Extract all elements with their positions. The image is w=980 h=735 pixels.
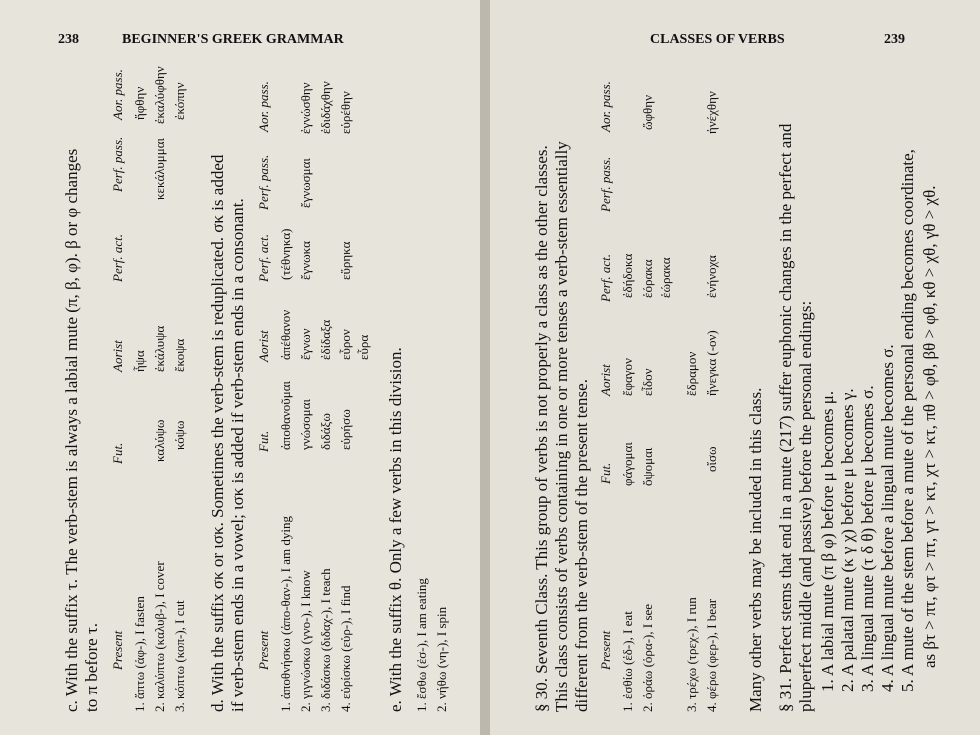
s30-col-present: Present (598, 630, 613, 670)
d-row-3-fut: διδάξω (318, 413, 333, 450)
s30-row-4-fut: οἴσω (704, 446, 719, 472)
c-col-aorist: Aorist (110, 340, 125, 372)
e-row-2: 2. νήθω (νη-), I spin (434, 606, 449, 712)
d-row-4-aorist-alt: εὗρα (356, 334, 371, 360)
c-table (110, 62, 200, 712)
d-row-1-fut: ἀποθανοῦμαι (278, 380, 293, 450)
d-row-4-aor-pass: εὑρέθην (338, 91, 353, 134)
d-col-perf-act: Perf. act. (256, 233, 271, 282)
s31-line-1: § 31. Perfect stems that end in a mute (217) suffer euphonic changes in the perfect and (776, 123, 795, 712)
left-rotated-text (62, 62, 472, 712)
s30-col-fut: Fut. (598, 462, 613, 484)
d-col-aor-pass: Aor. pass. (256, 81, 271, 132)
right-page (490, 0, 980, 735)
d-intro-line-1: d. With the suffix σκ or ισκ. Sometimes the verb-stem is reduplicated. σκ is added (208, 154, 227, 712)
s30-row-1-present: 1. ἐσθίω (ἐδ-), I eat (620, 611, 635, 712)
rule-3: 3. A lingual mute (τ δ θ) before μ becomes σ. (858, 385, 877, 692)
s30-row-3-aorist: ἔδραμον (684, 351, 699, 396)
c-row-2-fut: καλύψω (152, 419, 167, 462)
c-intro-line-2: to π before τ. (82, 622, 101, 712)
rule-5: 5. A mute of the stem before a mute of the personal ending becomes coordinate, (898, 149, 917, 692)
d-intro-line-2: if verb-stem ends in a vowel; ισκ is added if verb-stem ends in a consonant. (228, 198, 247, 712)
s30-row-3-present: 3. τρέχω (τρεχ-), I run (684, 597, 699, 712)
left-page (0, 0, 482, 735)
d-row-2-aor-pass: ἐγνώσθην (298, 82, 313, 134)
s30-col-perf-pass: Perf. pass. (598, 156, 613, 212)
d-row-2-fut: γνώσομαι (298, 399, 313, 450)
s30-row-4-aor-pass: ἠνέχθην (704, 91, 719, 134)
s30-line-3: different from the verb-stem of the present tense. (572, 379, 591, 712)
c-row-3-aor-pass: ἐκόπην (172, 82, 187, 120)
d-col-aorist: Aorist (256, 330, 271, 362)
d-row-3-aorist: ἐδίδαξα (318, 319, 333, 360)
d-row-2-perf-pass: ἔγνωσμαι (298, 158, 313, 208)
d-row-1-aorist: ἀπέθανον (278, 309, 293, 360)
s30-row-1-fut: φάγομαι (620, 442, 635, 486)
c-intro-line-1: c. With the suffix τ. The verb-stem is always a labial mute (π, β, φ). β or φ changes (62, 148, 81, 712)
right-rotated-text (532, 62, 952, 712)
s30-col-perf-act: Perf. act. (598, 253, 613, 302)
d-row-1-perf-act: (τέθνηκα) (278, 228, 293, 280)
s30-col-aor-pass: Aor. pass. (598, 81, 613, 132)
c-row-2-aorist: ἐκάλυψα (152, 325, 167, 372)
s30-row-1-aorist: ἔφαγον (620, 358, 635, 396)
d-row-4-present: 4. εὑρίσκω (εὑρ-), I find (338, 585, 353, 712)
c-col-fut: Fut. (110, 442, 125, 464)
d-row-3-aor-pass: ἐδιδάχθην (318, 81, 333, 134)
d-row-1-present: 1. ἀποθνήσκω (ἀπο-θαν-), I am dying (278, 516, 293, 712)
d-col-present: Present (256, 630, 271, 670)
s30-row-2-present: 2. ὁράω (ὁρα-), I see (640, 603, 655, 712)
s30-row-4-perf-act: ἐνήνοχα (704, 255, 719, 298)
c-row-2-aor-pass: ἐκαλύφθην (152, 66, 167, 124)
s30-row-2-fut: ὄψομαι (640, 447, 655, 486)
left-page-number: 238 (58, 32, 79, 47)
c-row-3-present: 3. κόπτω (κοπ-), I cut (172, 600, 187, 712)
rule-5-continuation: as βτ > πτ, φτ > πτ, γτ > κτ, χτ > κτ, πθ > φθ, βθ > φθ, κθ > χθ, γθ > χθ. (920, 185, 939, 668)
d-col-perf-pass: Perf. pass. (256, 154, 271, 210)
s30-row-2-aor-pass: ὤφθην (640, 95, 655, 130)
s30-row-4-present: 4. φέρω (φερ-), I bear (704, 598, 719, 712)
rule-1: 1. A labial mute (π β φ) before μ becomes μ. (818, 390, 837, 692)
s31-line-2: pluperfect middle (and passive) before the personal endings: (796, 300, 815, 712)
c-col-aor-pass: Aor. pass. (110, 69, 125, 120)
c-row-2-perf-pass: κεκάλυμμαι (152, 137, 167, 200)
left-running-head: BEGINNER'S GREEK GRAMMAR (122, 32, 344, 47)
e-intro: e. With the suffix θ. Only a few verbs in this division. (386, 347, 405, 712)
c-row-1-aorist: ἧψα (132, 350, 147, 372)
s30-row-4-aorist: ἤνεγκα (-ον) (704, 330, 719, 396)
d-row-4-fut: εὑρήσω (338, 409, 353, 450)
right-page-number: 239 (884, 32, 905, 47)
c-row-1-present: 1. ἅπτω (ἁφ-), I fasten (132, 596, 147, 712)
s30-row-2-perf-act-alt: ἑώρακα (658, 257, 673, 298)
c-row-2-present: 2. καλύπτω (καλυβ-), I cover (152, 561, 167, 712)
d-col-fut: Fut. (256, 430, 271, 452)
c-row-3-aorist: ἔκοψα (172, 338, 187, 372)
s30-row-2-perf-act: ἑόρακα (640, 259, 655, 298)
rule-4: 4. A lingual mute before a lingual mute becomes σ. (878, 344, 897, 692)
s30-line-2: This class consists of verbs containing in one or more tenses a verb-stem essentially (552, 141, 571, 712)
right-running-head: CLASSES OF VERBS (650, 32, 785, 47)
rule-2: 2. A palatal mute (κ γ χ) before μ becomes γ. (838, 388, 857, 692)
c-col-present: Present (110, 630, 125, 670)
c-row-1-aor-pass: ἥφθην (132, 86, 147, 120)
s30-col-aorist: Aorist (598, 364, 613, 396)
s30-row-2-aorist: εἶδον (640, 368, 655, 396)
d-row-4-perf-act: εὕρηκα (338, 241, 353, 280)
s30-row-1-perf-act: ἐδήδοκα (620, 253, 635, 298)
c-col-perf-act: Perf. act. (110, 233, 125, 282)
c-col-perf-pass: Perf. pass. (110, 136, 125, 192)
d-row-2-perf-act: ἔγνωκα (298, 241, 313, 280)
c-row-3-fut: κόψω (172, 420, 187, 450)
d-table (256, 62, 376, 712)
seventh-class-table (598, 62, 738, 712)
d-row-4-aorist: εὗρον (338, 329, 353, 360)
many-other-note: Many other verbs may be included in this class. (746, 387, 765, 712)
d-row-2-present: 2. γιγνώσκω (γνο-), I know (298, 570, 313, 712)
s30-line-1: § 30. Seventh Class. This group of verbs is not properly a class as the other classes. (532, 145, 551, 712)
d-row-3-present: 3. διδάσκω (διδαχ-), I teach (318, 568, 333, 712)
e-row-1: 1. ἔσθω (ἐσ-), I am eating (414, 578, 429, 712)
d-row-2-aorist: ἔγνων (298, 328, 313, 360)
